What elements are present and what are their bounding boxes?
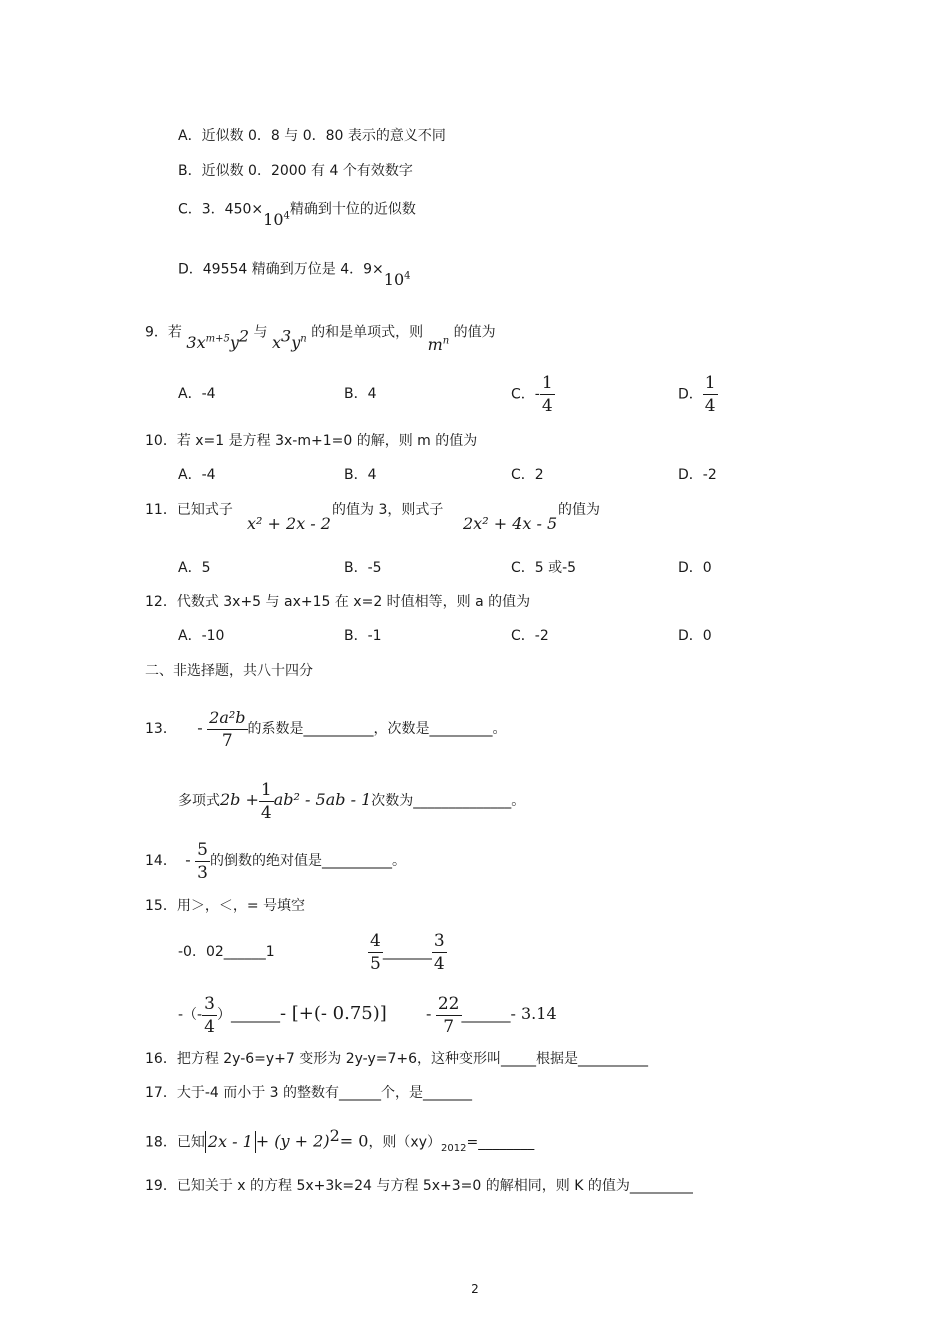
q15-stem: 15．用＞，＜，= 号填空 (145, 898, 305, 914)
q12-option-b: B．-1 (344, 628, 382, 644)
q15-part-a: -0．02______1 (178, 944, 275, 960)
q10-option-c: C．2 (511, 467, 544, 483)
q15-part-d: - $\frac{22}{7}$ _______- 3.14 (426, 993, 557, 1037)
q17: 17．大于-4 而小于 3 的整数有______个，是_______ (145, 1085, 473, 1101)
q9-term2: $x^3y^n$ (271, 327, 307, 353)
q13-polynomial-line: 多项式2b + $\frac{1}{4}$ ab² - 5ab - 1次数为______________。 (178, 779, 526, 823)
q10-option-b: B．4 (344, 467, 377, 483)
q8-option-b: B．近似数 0．2000 有 4 个有效数字 (178, 163, 413, 179)
q11-option-b: B．-5 (344, 560, 382, 576)
q9-option-b: B．4 (344, 386, 377, 402)
q10-stem: 10．若 x=1 是方程 3x-m+1=0 的解，则 m 的值为 (145, 433, 478, 449)
q8-c-post: 精确到十位的近似数 (289, 201, 416, 218)
q9-option-d: D． $\frac{1}{4}$ (678, 373, 716, 416)
q11-expression-1: x² + 2x - 2 (247, 514, 331, 533)
q8-c-power: $10^4$ (263, 210, 290, 230)
q11-expression-2: 2x² + 4x - 5 (463, 514, 558, 533)
q8-option-d (178, 255, 411, 290)
q11-stem-mid: 的值为 3，则式子 (332, 502, 444, 518)
q16: 16．把方程 2y-6=y+7 变形为 2y-y=7+6，这种变形叫_____根据是__________ (145, 1051, 649, 1067)
section-heading: 二、非选择题，共八十四分 (145, 663, 313, 679)
q12-option-c: C．-2 (511, 628, 549, 644)
q11-stem-post: 的值为 (558, 502, 600, 518)
q8-d-text: D．49554 精确到万位是 4．9× (178, 261, 384, 278)
q13-line: 13． - $\frac{\text{2a²b}}{7}$ 的系数是__________，次数是_________。 (145, 707, 507, 751)
q11-stem-pre: 11．已知式子 (145, 502, 233, 518)
q9-stem: 9．若 $3x^{m+5}y^2$ 与 $x^3y^n$ 的和是单项式，则 $m^n$ 的值为 (145, 324, 496, 355)
q10-option-a: A．-4 (178, 467, 216, 483)
q11-option-d: D．0 (678, 560, 712, 576)
q18-line: 18．已知 $2x - 1 + (y + 2)^2= 0$，则$(xy)_{2012}=\_\_\_\_\_\_\_\_$ (145, 1126, 535, 1154)
q11-option-a: A．5 (178, 560, 211, 576)
page-number: 2 (471, 1282, 479, 1296)
q12-option-d: D．0 (678, 628, 712, 644)
q14-line: 14． - $\frac{5}{3}$ 的倒数的绝对值是__________。 (145, 839, 406, 883)
q19: 19．已知关于 x 的方程 5x+3k=24 与方程 5x+3=0 的解相同，则 K 的值为_________ (145, 1178, 693, 1194)
q12-option-a: A．-10 (178, 628, 225, 644)
q9-term1: $3x^{m+5}y^2$ (186, 327, 250, 353)
q9-option-c: C．- $\frac{1}{4}$ (511, 373, 553, 416)
q12-stem: 12．代数式 3x+5 与 ax+15 在 x=2 时值相等，则 a 的值为 (145, 594, 531, 610)
q8-c-text: C．3．450× (178, 201, 264, 218)
q15-part-b: $\frac{4}{5}$ _______ $\frac{3}{4}$ (370, 930, 445, 974)
q9-option-a: A．-4 (178, 386, 216, 402)
q10-option-d: D．-2 (678, 467, 717, 483)
q13-fraction: $\frac{\text{2a²b}}{7}$ (209, 707, 246, 751)
q9-m-power-n: $m^n$ (427, 335, 450, 355)
q8-option-a: A．近似数 0．8 与 0．80 表示的意义不同 (178, 128, 446, 144)
q8-d-power: $10^4$ (383, 270, 411, 290)
q8-option-c (178, 195, 416, 230)
q15-part-c: -（- $\frac{3}{4}$ ）_______- [+(- 0.75)] (178, 993, 387, 1037)
q11-option-c: C．5 或-5 (511, 560, 577, 576)
